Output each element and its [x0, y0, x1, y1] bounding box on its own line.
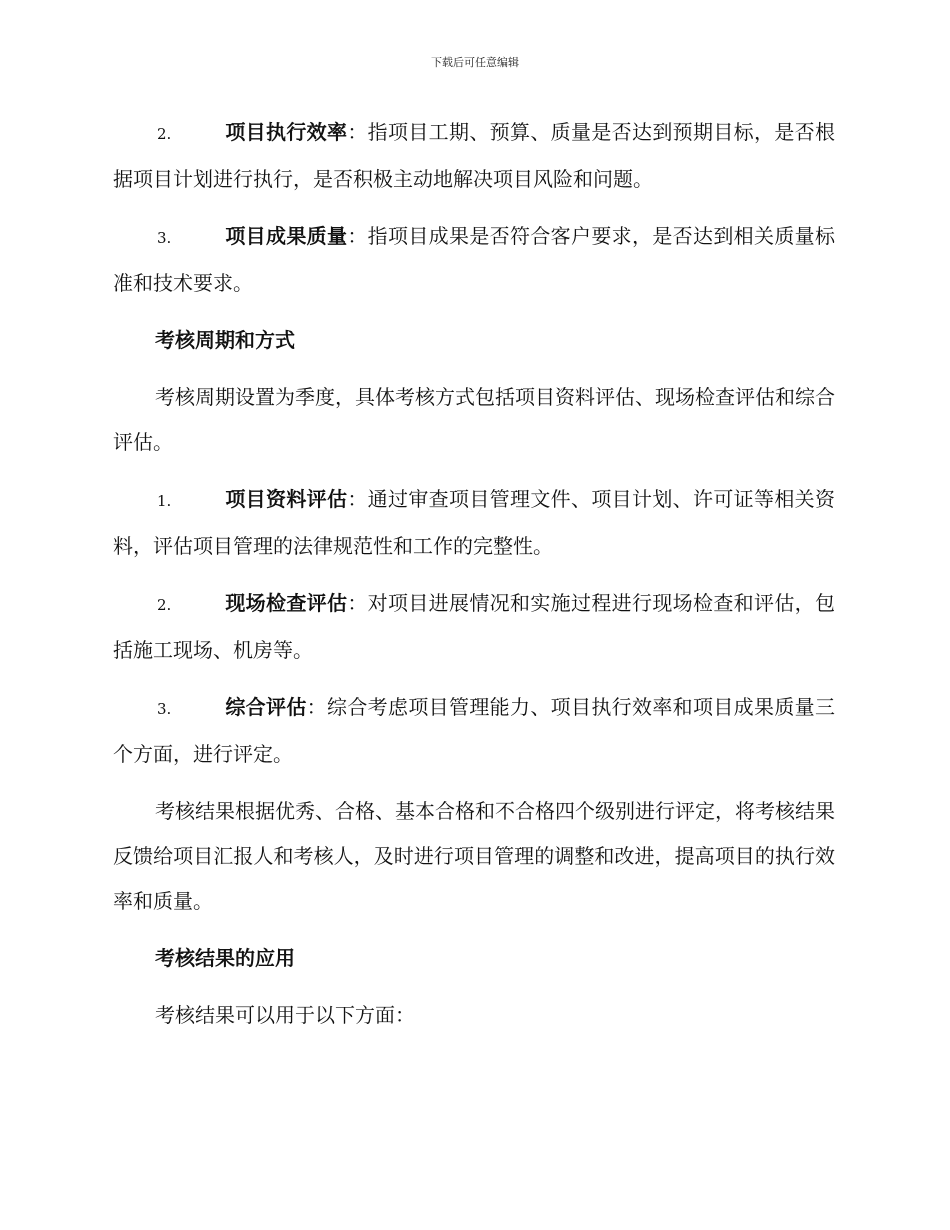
header-note: 下载后可任意编辑	[431, 56, 519, 69]
list-text: ：指项目工期、预算、质量是否达到预期目标，是否根据项目计划进行执行，是否积极主动地解决项目风险和问题。	[113, 120, 836, 191]
list-term: 综合评估	[225, 695, 307, 719]
list-text: ：指项目成果是否符合客户要求，是否达到相关质量标准和技术要求。	[113, 224, 836, 295]
list-number: 2.	[157, 125, 172, 143]
paragraph-cycle: 考核周期设置为季度，具体考核方式包括项目资料评估、现场检查评估和综合评估。	[113, 385, 835, 454]
list-number: 3.	[157, 700, 172, 718]
list-item-execution-efficiency	[113, 110, 835, 202]
list-term: 现场检查评估	[225, 591, 348, 615]
list-term: 项目资料评估	[225, 487, 348, 511]
list-number: 2.	[157, 596, 172, 614]
list-item-document-review	[113, 477, 835, 569]
document-body	[113, 110, 835, 1050]
list-item-site-inspection	[113, 581, 835, 673]
list-item-result-quality	[113, 214, 835, 306]
list-text: ：对项目进展情况和实施过程进行现场检查和评估，包括施工现场、机房等。	[113, 591, 836, 662]
section-heading-application: 考核结果的应用	[155, 946, 295, 970]
list-number: 1.	[157, 492, 172, 510]
section-heading-cycle: 考核周期和方式	[155, 328, 295, 352]
list-number: 3.	[157, 229, 172, 247]
list-term: 项目成果质量	[225, 224, 348, 248]
list-text: ：通过审查项目管理文件、项目计划、许可证等相关资料，评估项目管理的法律规范性和工作的完整性。	[113, 487, 836, 558]
paragraph-result-grading: 考核结果根据优秀、合格、基本合格和不合格四个级别进行评定，将考核结果反馈给项目汇报人和考核人，及时进行项目管理的调整和改进，提高项目的执行效率和质量。	[113, 799, 835, 913]
list-term: 项目执行效率	[225, 120, 348, 144]
list-item-comprehensive-evaluation	[113, 685, 835, 777]
list-text: ：综合考虑项目管理能力、项目执行效率和项目成果质量三个方面，进行评定。	[113, 695, 836, 766]
paragraph-application: 考核结果可以用于以下方面：	[155, 1003, 415, 1027]
